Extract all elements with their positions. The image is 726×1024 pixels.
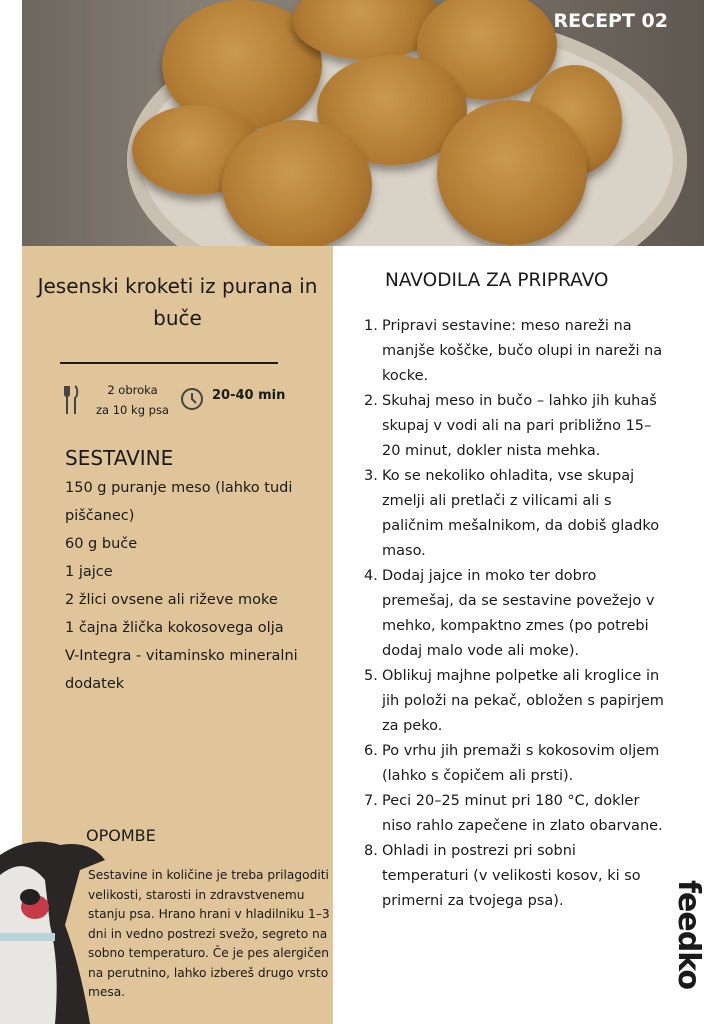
ingredient: V-Integra - vitaminsko mineralni dodatek xyxy=(65,648,298,692)
instructions-heading: NAVODILA ZA PRIPRAVO xyxy=(385,270,609,291)
step: 2. Skuhaj meso in bučo – lahko jih kuhaš skupaj v vodi ali na pari približno 15–20 minut, dokler nista mehka. xyxy=(364,389,664,464)
ingredient: 2 žlici ovsene ali riževe moke xyxy=(65,592,278,608)
recipe-photo xyxy=(22,0,704,246)
ingredient: 150 g puranje meso (lahko tudi piščanec) xyxy=(65,480,293,524)
step-text: Ohladi in postrezi pri sobni temperaturi (v velikosti kosov, ki so primerni za tvojega psa). xyxy=(382,843,641,909)
ingredient: 1 čajna žlička kokosovega olja xyxy=(65,620,284,636)
portions-value: 2 obroka xyxy=(107,383,158,397)
step-text: Dodaj jajce in moko ter dobro premešaj, da se sestavine povežejo v mehko, kompaktno zmes (po potrebi dodaj malo vode ali moke). xyxy=(382,568,655,659)
portions xyxy=(96,380,169,420)
step-text: Pripravi sestavine: meso nareži na manjše koščke, bučo olupi in nareži na kocke. xyxy=(382,318,663,384)
step: 4. Dodaj jajce in moko ter dobro premešaj, da se sestavine povežejo v mehko, kompaktno zmes (po potrebi dodaj malo vode ali moke). xyxy=(364,564,664,664)
ingredient: 1 jajce xyxy=(65,564,113,580)
step: 3. Ko se nekoliko ohladita, vse skupaj zmelji ali pretlači z vilicami ali s paličnim mešalnikom, da dobiš gladko maso. xyxy=(364,464,664,564)
cutlery-icon xyxy=(62,384,80,416)
divider xyxy=(60,362,278,364)
step: 6. Po vrhu jih premaži s kokosovim oljem (lahko s čopičem ali prsti). xyxy=(364,739,664,789)
step: 1. Pripravi sestavine: meso nareži na manjše koščke, bučo olupi in nareži na kocke. xyxy=(364,314,664,389)
step-text: Skuhaj meso in bučo – lahko jih kuhaš skupaj v vodi ali na pari približno 15–20 minut, dokler nista mehka. xyxy=(382,393,657,459)
dog-image xyxy=(0,835,105,1024)
clock-icon xyxy=(180,387,204,411)
prep-time: 20-40 min xyxy=(212,388,286,403)
ingredients-heading: SESTAVINE xyxy=(65,446,174,470)
step-text: Ko se nekoliko ohladita, vse skupaj zmelji ali pretlači z vilicami ali s paličnim mešalnikom, da dobiš gladko maso. xyxy=(382,468,660,559)
instructions-list xyxy=(364,314,664,914)
notes-heading: OPOMBE xyxy=(86,826,156,845)
croquette xyxy=(222,120,372,246)
step: 7. Peci 20–25 minut pri 180 °C, dokler niso rahlo zapečene in zlato obarvane. xyxy=(364,789,664,839)
ingredient: 60 g buče xyxy=(65,536,138,552)
recipe-badge: RECEPT 02 xyxy=(553,10,668,32)
step: 8. Ohladi in postrezi pri sobni temperaturi (v velikosti kosov, ki so primerni za tvojega psa). xyxy=(364,839,664,914)
step: 5. Oblikuj majhne polpetke ali kroglice in jih položi na pekač, obložen s papirjem za peko. xyxy=(364,664,664,739)
feedko-logo: feedko xyxy=(671,880,706,989)
step-text: Po vrhu jih premaži s kokosovim oljem (lahko s čopičem ali prsti). xyxy=(382,743,660,784)
recipe-title: Jesenski kroketi iz purana in buče xyxy=(37,274,318,330)
step-text: Oblikuj majhne polpetke ali kroglice in jih položi na pekač, obložen s papirjem za peko. xyxy=(382,668,664,734)
croquette xyxy=(437,100,587,245)
portions-note: za 10 kg psa xyxy=(96,403,169,417)
ingredients-list xyxy=(65,474,335,698)
notes-text: Sestavine in količine je treba prilagoditi velikosti, starosti in zdravstvenemu stanju psa. Hrano hrani v hladilniku 1–3 dni in vedno postrezi svežo, segreto na sobno temperaturo. Če je pes alergičen na perutnino, lahko izbereš drugo vrsto mesa. xyxy=(88,868,330,999)
step-text: Peci 20–25 minut pri 180 °C, dokler niso rahlo zapečene in zlato obarvane. xyxy=(382,793,663,834)
